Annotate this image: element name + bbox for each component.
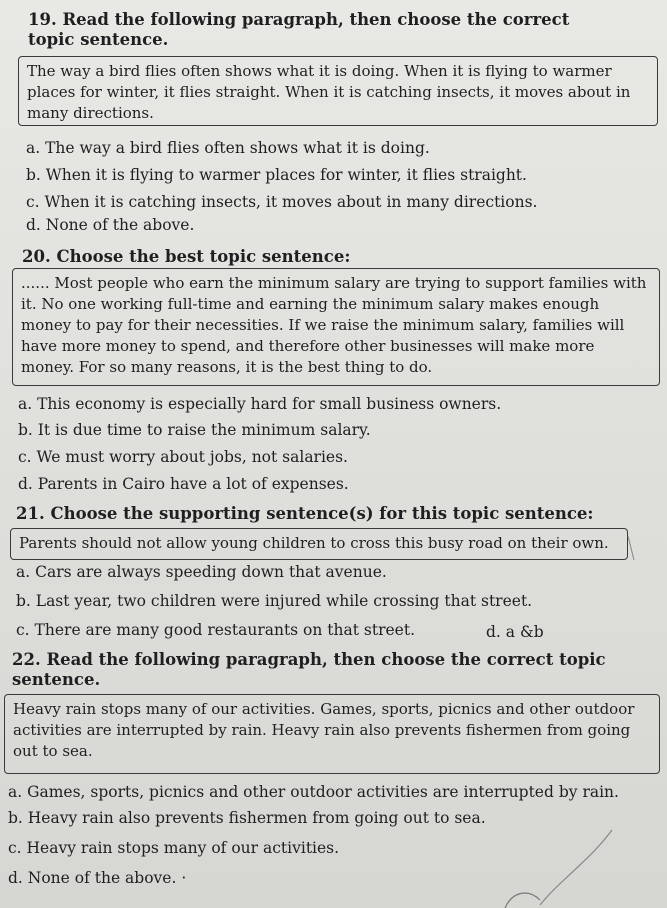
q22-option-c[interactable]: c. Heavy rain stops many of our activities. xyxy=(8,839,340,857)
q21-option-a[interactable]: a. Cars are always speeding down that avenue. xyxy=(16,563,387,581)
q19-option-c[interactable]: c. When it is catching insects, it moves about in many directions. xyxy=(26,193,538,211)
q22-paragraph-box: Heavy rain stops many of our activities. Games, sports, picnics and other outdoor activities are interrupted by rain. Heavy rain also prevents fishermen from going out to sea. xyxy=(4,694,660,774)
q22-option-d[interactable]: d. None of the above. · xyxy=(8,869,187,887)
q20-paragraph-box: ...... Most people who earn the minimum salary are trying to support families with it. No one working full-time and earning the minimum salary makes enough money to pay for their necessities. If we raise the minimum salary, families will have more money to spend, and therefore other businesses will make more money. For so many reasons, it is the best thing to do. xyxy=(12,268,660,386)
q20-option-d[interactable]: d. Parents in Cairo have a lot of expenses. xyxy=(18,475,349,493)
q20-option-c[interactable]: c. We must worry about jobs, not salaries. xyxy=(18,448,348,466)
q19-option-a[interactable]: a. The way a bird flies often shows what it is doing. xyxy=(26,139,430,157)
q19-heading: 19. Read the following paragraph, then choose the correct topic sentence. xyxy=(28,10,570,49)
q21-heading: 21. Choose the supporting sentence(s) for this topic sentence: xyxy=(16,504,594,523)
q19-option-b[interactable]: b. When it is flying to warmer places for winter, it flies straight. xyxy=(26,166,527,184)
q22-option-b[interactable]: b. Heavy rain also prevents fishermen from going out to sea. xyxy=(8,809,486,827)
q22-heading: 22. Read the following paragraph, then choose the correct topic sentence. xyxy=(12,650,606,689)
q22-option-a[interactable]: a. Games, sports, picnics and other outdoor activities are interrupted by rain. xyxy=(8,783,619,801)
q20-heading: 20. Choose the best topic sentence: xyxy=(22,247,351,266)
q20-option-a[interactable]: a. This economy is especially hard for small business owners. xyxy=(18,395,502,413)
q21-option-b[interactable]: b. Last year, two children were injured while crossing that street. xyxy=(16,592,533,610)
q21-option-d[interactable]: d. a &b xyxy=(486,623,544,641)
q19-paragraph-box: The way a bird flies often shows what it is doing. When it is flying to warmer places for winter, it flies straight. When it is catching insects, it moves about in many directions. xyxy=(18,56,658,126)
q19-option-d[interactable]: d. None of the above. xyxy=(26,216,195,234)
q21-topic-box: Parents should not allow young children to cross this busy road on their own. xyxy=(10,528,628,560)
q21-option-c[interactable]: c. There are many good restaurants on that street. xyxy=(16,621,416,639)
q20-option-b[interactable]: b. It is due time to raise the minimum salary. xyxy=(18,421,371,439)
